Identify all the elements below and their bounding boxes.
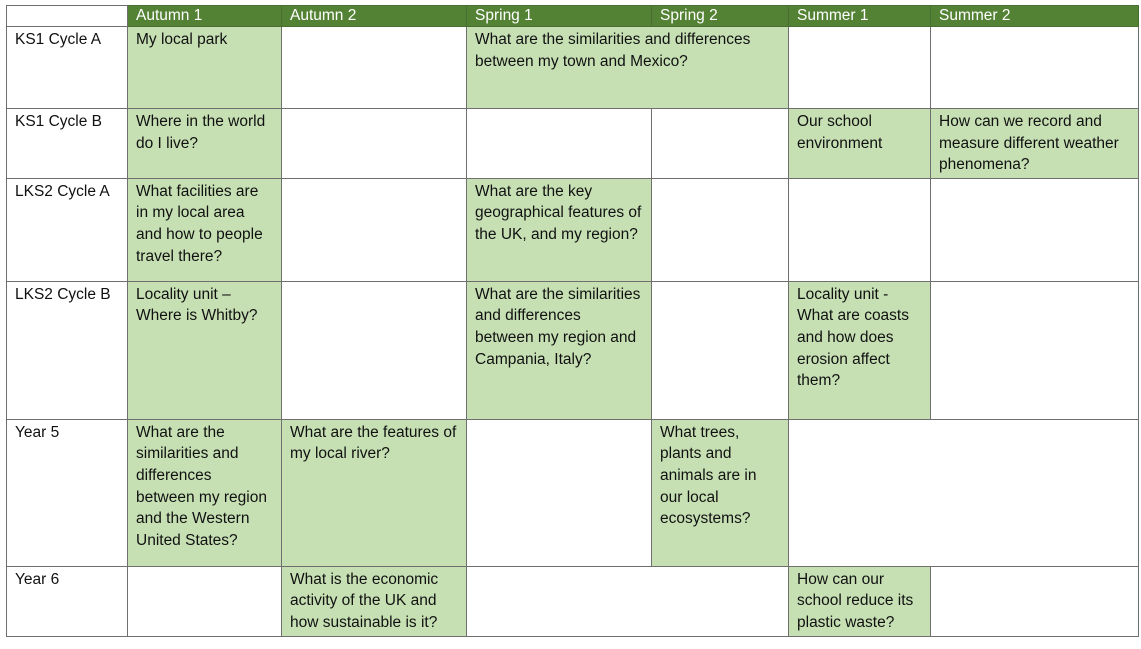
- topic-cell: What are the features of my local river?: [282, 419, 467, 566]
- empty-cell: [282, 109, 467, 179]
- header-autumn-1: Autumn 1: [128, 6, 282, 27]
- row-label: KS1 Cycle A: [7, 27, 128, 109]
- topic-cell: Where in the world do I live?: [128, 109, 282, 179]
- table-row: [7, 178, 1139, 281]
- empty-cell: [282, 281, 467, 419]
- empty-cell: [467, 419, 652, 566]
- topic-cell: Our school environment: [789, 109, 931, 179]
- empty-cell: [467, 566, 789, 636]
- empty-cell: [931, 27, 1139, 109]
- header-summer-2: Summer 2: [931, 6, 1139, 27]
- header-row: [7, 6, 1139, 27]
- empty-cell: [282, 178, 467, 281]
- table-row: [7, 419, 1139, 566]
- topic-cell: What are the similarities and differences between my town and Mexico?: [467, 27, 789, 109]
- table-row: [7, 281, 1139, 419]
- topic-cell: Locality unit – Where is Whitby?: [128, 281, 282, 419]
- topic-cell: What is the economic activity of the UK and how sustainable is it?: [282, 566, 467, 636]
- table-body: [7, 27, 1139, 637]
- header-autumn-2: Autumn 2: [282, 6, 467, 27]
- empty-cell: [652, 178, 789, 281]
- topic-cell: How can our school reduce its plastic waste?: [789, 566, 931, 636]
- header-summer-1: Summer 1: [789, 6, 931, 27]
- empty-cell: [789, 27, 931, 109]
- row-label: LKS2 Cycle B: [7, 281, 128, 419]
- table-row: [7, 27, 1139, 109]
- topic-cell: What are the similarities and differences between my region and the Western United States?: [128, 419, 282, 566]
- topic-cell: What trees, plants and animals are in our local ecosystems?: [652, 419, 789, 566]
- table-row: [7, 566, 1139, 636]
- topic-cell: What are the key geographical features of the UK, and my region?: [467, 178, 652, 281]
- curriculum-table: [6, 5, 1139, 637]
- empty-cell: [652, 281, 789, 419]
- row-label: KS1 Cycle B: [7, 109, 128, 179]
- topic-cell: My local park: [128, 27, 282, 109]
- header-spring-2: Spring 2: [652, 6, 789, 27]
- empty-cell: [652, 109, 789, 179]
- topic-cell: Locality unit - What are coasts and how does erosion affect them?: [789, 281, 931, 419]
- empty-cell: [931, 281, 1139, 419]
- empty-cell: [789, 419, 1139, 566]
- empty-cell: [282, 27, 467, 109]
- row-label: Year 5: [7, 419, 128, 566]
- topic-cell: What are the similarities and differences between my region and Campania, Italy?: [467, 281, 652, 419]
- empty-cell: [931, 566, 1139, 636]
- empty-cell: [931, 178, 1139, 281]
- table-row: [7, 109, 1139, 179]
- header-corner-cell: [7, 6, 128, 27]
- empty-cell: [128, 566, 282, 636]
- header-spring-1: Spring 1: [467, 6, 652, 27]
- topic-cell: How can we record and measure different weather phenomena?: [931, 109, 1139, 179]
- row-label: Year 6: [7, 566, 128, 636]
- topic-cell: What facilities are in my local area and how to people travel there?: [128, 178, 282, 281]
- row-label: LKS2 Cycle A: [7, 178, 128, 281]
- empty-cell: [467, 109, 652, 179]
- empty-cell: [789, 178, 931, 281]
